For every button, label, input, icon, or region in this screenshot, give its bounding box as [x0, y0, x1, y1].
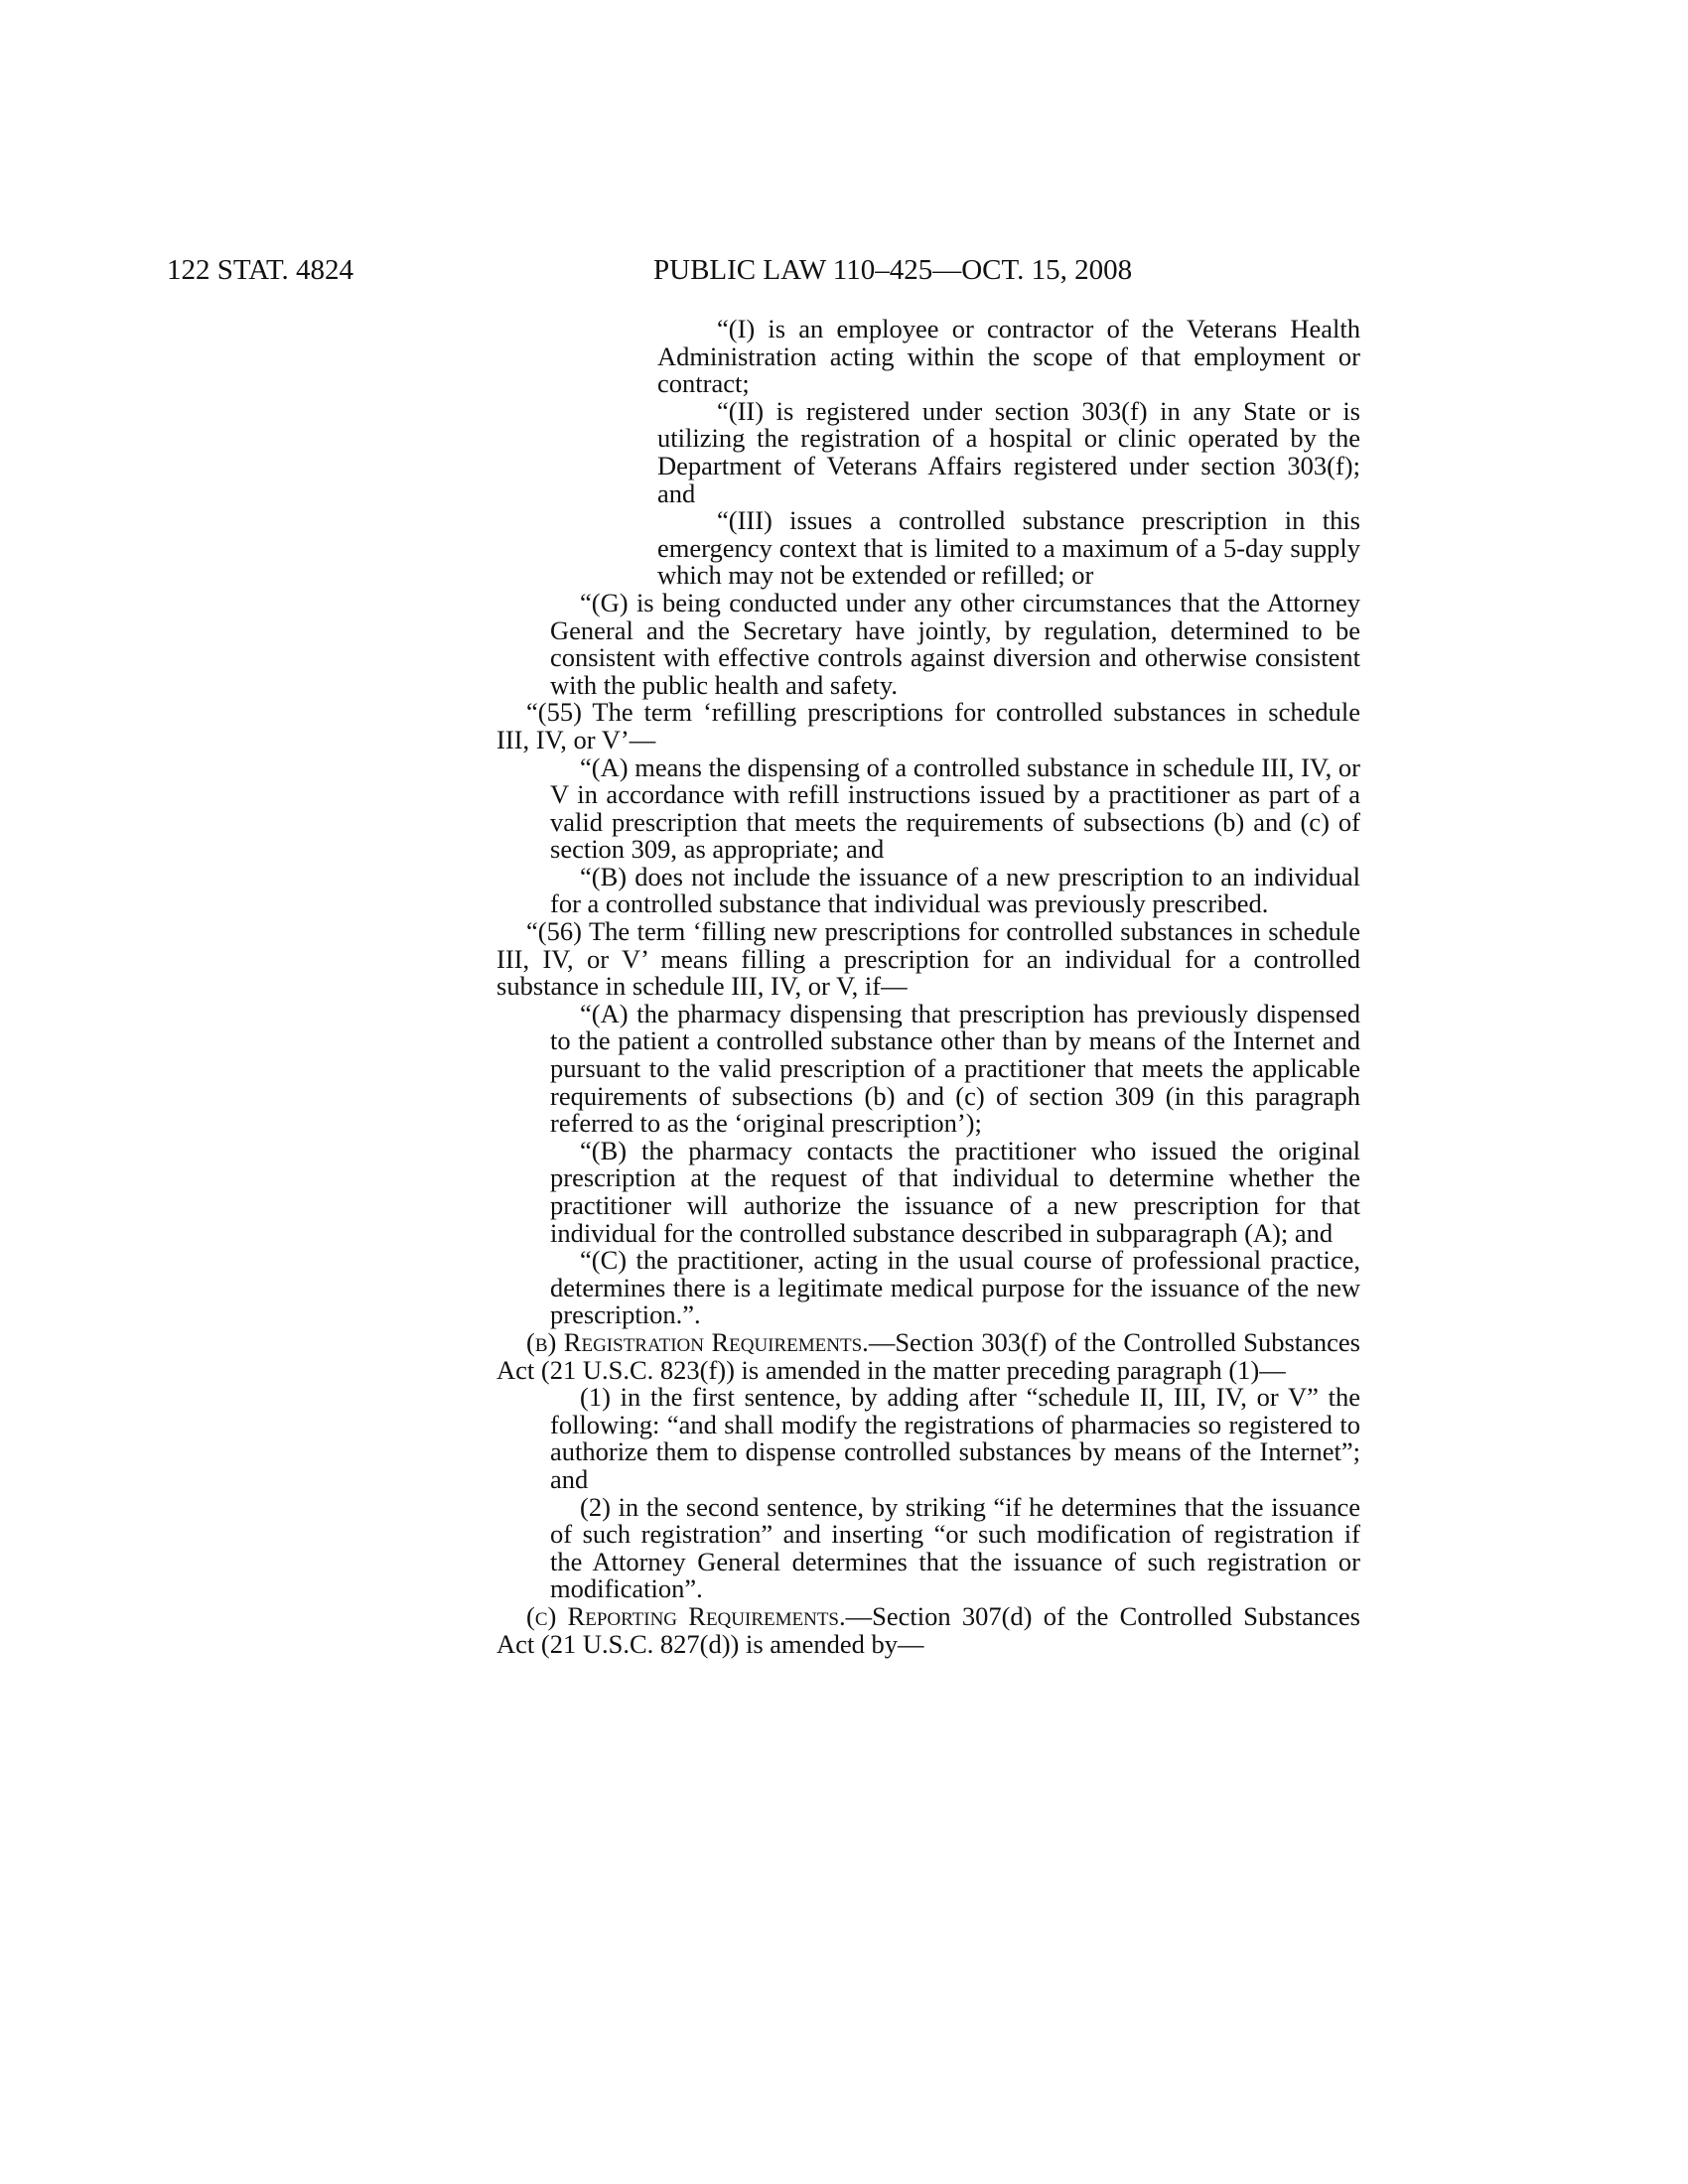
subsection-b: [496, 1326, 1360, 1385]
subparagraph-g: “(G) is being conducted under any other circumstances that the Attorney General and the Secretary have jointly, by regulation, determined to be consistent with effective controls against diversion and otherwise consistent with the public health and safety.: [550, 587, 1360, 700]
paragraph-55-a: “(A) means the dispensing of a controlled substance in schedule III, IV, or V in accordance with refill instructions issued by a practitioner as part of a valid prescription that meets the requirements of subsections (b) and (c) of section 309, as appropriate; and: [550, 751, 1360, 865]
paragraph-56-b: “(B) the pharmacy contacts the practitioner who issued the original prescription at the request of that individual to determine whether the practitioner will authorize the issuance of a new prescription for that individual for the controlled substance described in subparagraph (A); and: [550, 1135, 1360, 1248]
subsection-b-1: (1) in the first sentence, by adding after “schedule II, III, IV, or V” the following: “and shall modify the registrations of pharmacies so registered to authorize them to dispense controlled substances by means of the Internet”; and: [550, 1382, 1360, 1494]
subsection-c: [496, 1600, 1360, 1659]
law-title: PUBLIC LAW 110–425—OCT. 15, 2008: [653, 254, 1133, 286]
stat-citation: 122 STAT. 4824: [167, 254, 354, 286]
paragraph-56: “(56) The term ‘filling new prescriptions for controlled substances in schedule III, IV, or V’ means filling a prescription for an individual for a controlled substance in schedule III, IV, or V, if—: [496, 916, 1360, 1002]
subsection-c-text: —Section 307(d) of the Controlled Substances Act (21 U.S.C. 827(d)) is amended by—: [496, 1600, 1360, 1659]
subsection-c-heading: (c) Reporting Requirements.: [526, 1600, 846, 1631]
subsection-b-heading: (b) Registration Requirements.: [526, 1326, 869, 1357]
paragraph-56-a: “(A) the pharmacy dispensing that prescription has previously dispensed to the patient a controlled substance other than by means of the Internet and pursuant to the valid prescription of a practitioner that meets the applicable requirements of subsections (b) and (c) of section 309 (in this paragraph referred to as the ‘original prescription’);: [550, 998, 1360, 1139]
subsection-b-text: —Section 303(f) of the Controlled Substances Act (21 U.S.C. 823(f)) is amended in the matter preceding paragraph (1)—: [496, 1326, 1360, 1385]
clause-i: “(I) is an employee or contractor of the Veterans Health Administration acting within the scope of that employment or contract;: [657, 314, 1360, 399]
paragraph-55-b: “(B) does not include the issuance of a new prescription to an individual for a controlled substance that individual was previously prescribed.: [550, 861, 1360, 919]
statute-body: [496, 316, 1360, 1658]
clause-ii: “(II) is registered under section 303(f) in any State or is utilizing the registration of a hospital or clinic operated by the Department of Veterans Affairs registered under section 303(f); and: [657, 395, 1360, 508]
page-header: [0, 250, 1688, 290]
clause-iii: “(III) issues a controlled substance prescription in this emergency context that is limited to a maximum of a 5-day supply which may not be extended or refilled; or: [657, 505, 1360, 591]
subsection-b-2: (2) in the second sentence, by striking “if he determines that the issuance of such registration” and inserting “or such modification of registration if the Attorney General determines that the issuance of such registration or modification”.: [550, 1491, 1360, 1604]
paragraph-55: “(55) The term ‘refilling prescriptions for controlled substances in schedule III, IV, or V’—: [496, 697, 1360, 754]
paragraph-56-c: “(C) the practitioner, acting in the usual course of professional practice, determines there is a legitimate medical purpose for the issuance of the new prescription.”.: [550, 1245, 1360, 1330]
